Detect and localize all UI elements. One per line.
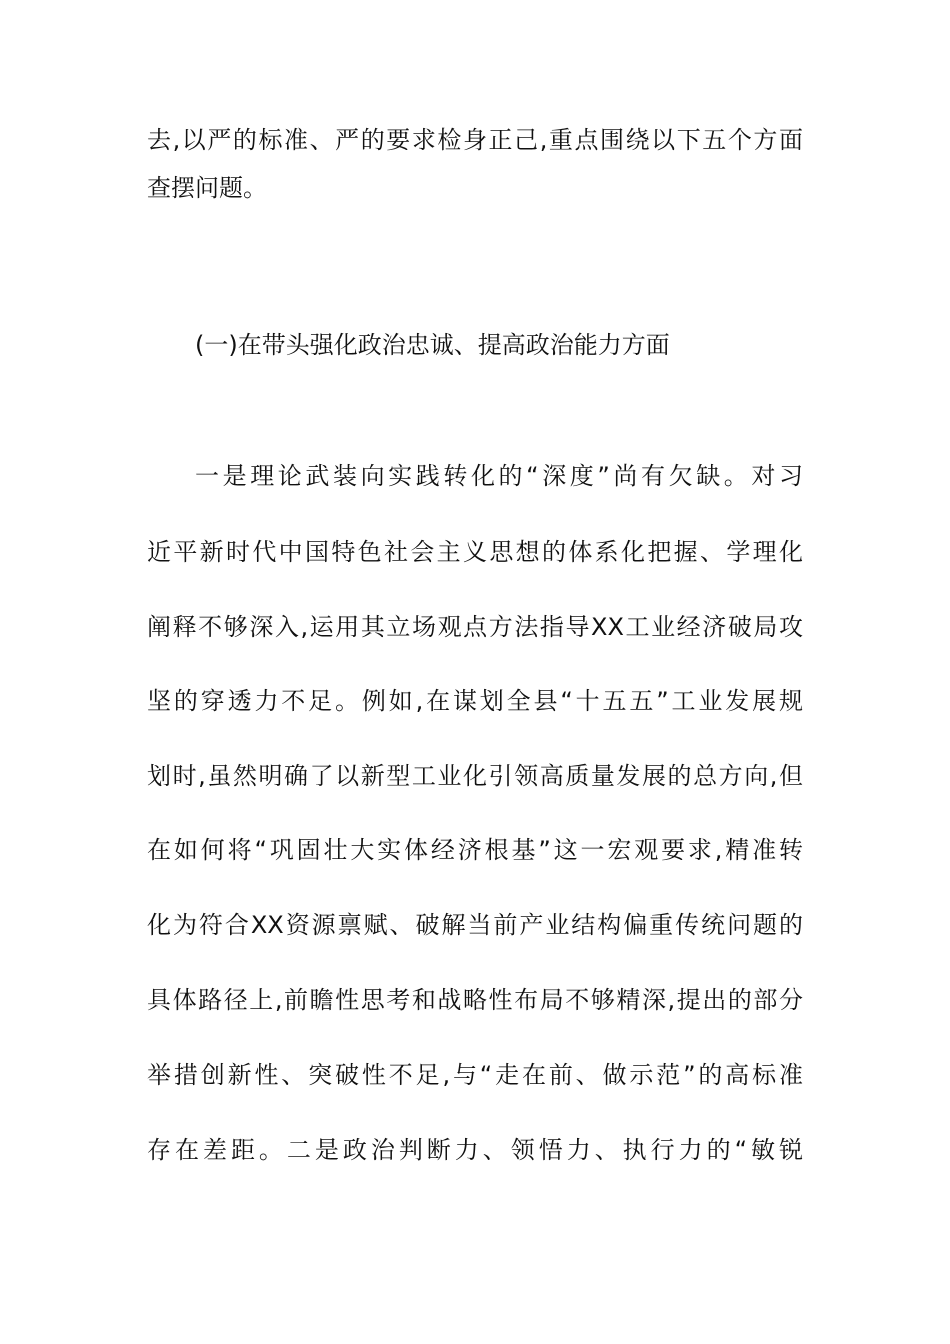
paragraph-line: 一是理论武装向实践转化的“深度”尚有欠缺。对习 xyxy=(195,462,803,490)
paragraph-line: 阐释不够深入,运用其立场观点方法指导XX工业经济破局攻 xyxy=(147,613,803,641)
paragraph-line: 化为符合XX资源禀赋、破解当前产业结构偏重传统问题的 xyxy=(147,911,803,939)
intro-line: 查摆问题。 xyxy=(147,174,267,202)
intro-line: 去,以严的标准、严的要求检身正己,重点围绕以下五个方面 xyxy=(147,126,803,154)
paragraph-line: 在如何将“巩固壮大实体经济根基”这一宏观要求,精准转 xyxy=(147,836,803,864)
section-heading: (一)在带头强化政治忠诚、提高政治能力方面 xyxy=(195,331,670,359)
paragraph-line: 划时,虽然明确了以新型工业化引领高质量发展的总方向,但 xyxy=(147,762,803,790)
paragraph-line: 坚的穿透力不足。例如,在谋划全县“十五五”工业发展规 xyxy=(147,687,803,715)
paragraph-line: 近平新时代中国特色社会主义思想的体系化把握、学理化 xyxy=(147,538,803,566)
paragraph-line: 举措创新性、突破性不足,与“走在前、做示范”的高标准 xyxy=(147,1061,803,1089)
paragraph-line: 存在差距。二是政治判断力、领悟力、执行力的“敏锐 xyxy=(147,1136,803,1164)
paragraph-line: 具体路径上,前瞻性思考和战略性布局不够精深,提出的部分 xyxy=(147,986,803,1014)
